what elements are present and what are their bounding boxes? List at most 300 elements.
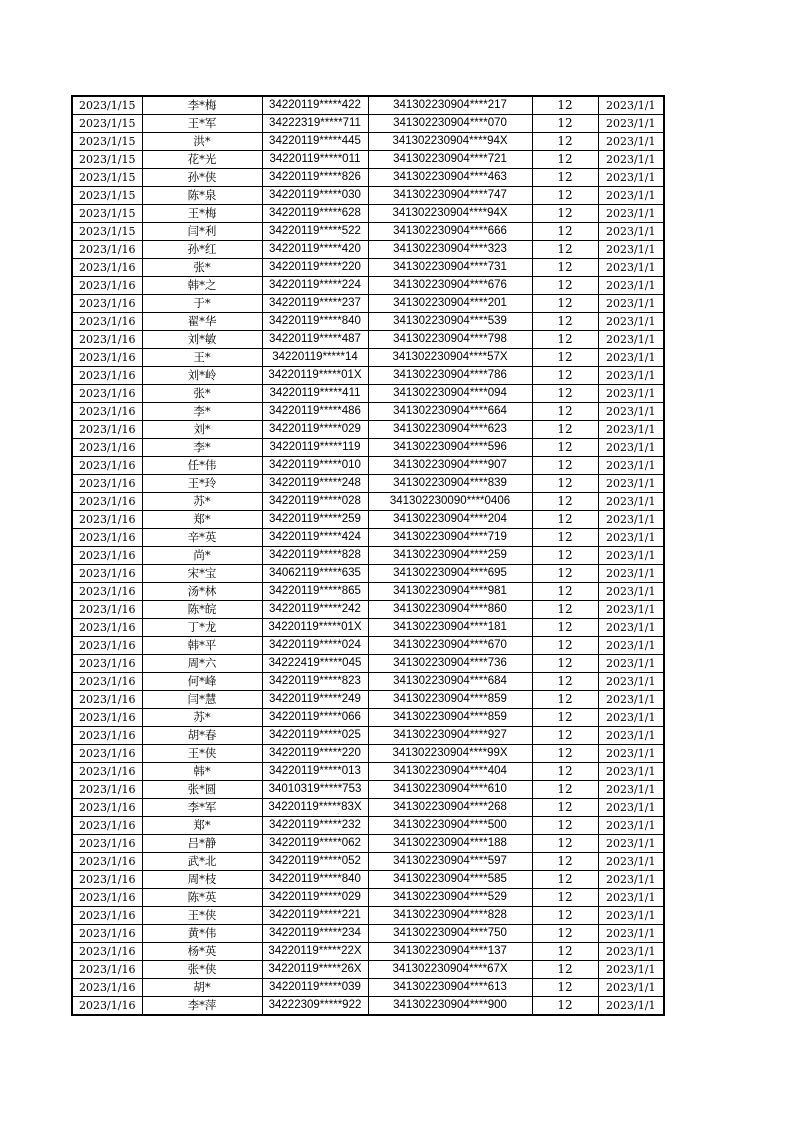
count-cell: 12 [532,223,598,241]
count-cell: 12 [532,259,598,277]
account-number-cell: 341302230904****94X [368,205,532,223]
count-cell: 12 [532,979,598,997]
id-number-cell: 34220119*****248 [262,475,368,493]
count-cell: 12 [532,96,598,115]
end-date-cell: 2023/1/1 [598,403,664,421]
table-row [72,745,664,763]
end-date-cell: 2023/1/1 [598,223,664,241]
account-number-cell: 341302230904****94X [368,133,532,151]
end-date-cell: 2023/1/1 [598,295,664,313]
table-row [72,241,664,259]
date-cell: 2023/1/15 [72,115,142,133]
id-number-cell: 34220119*****013 [262,763,368,781]
count-cell: 12 [532,169,598,187]
date-cell: 2023/1/16 [72,511,142,529]
end-date-cell: 2023/1/1 [598,673,664,691]
end-date-cell: 2023/1/1 [598,781,664,799]
date-cell: 2023/1/16 [72,349,142,367]
name-cell: 翟*华 [142,313,262,331]
account-number-cell: 341302230904****613 [368,979,532,997]
count-cell: 12 [532,475,598,493]
count-cell: 12 [532,295,598,313]
table-row [72,871,664,889]
account-number-cell: 341302230904****695 [368,565,532,583]
name-cell: 李* [142,403,262,421]
id-number-cell: 34220119*****249 [262,691,368,709]
date-cell: 2023/1/16 [72,853,142,871]
end-date-cell: 2023/1/1 [598,619,664,637]
table-row [72,187,664,205]
date-cell: 2023/1/16 [72,565,142,583]
date-cell: 2023/1/16 [72,403,142,421]
end-date-cell: 2023/1/1 [598,979,664,997]
name-cell: 李*梅 [142,96,262,115]
count-cell: 12 [532,187,598,205]
table-row [72,673,664,691]
id-number-cell: 34220119*****221 [262,907,368,925]
account-number-cell: 341302230904****204 [368,511,532,529]
date-cell: 2023/1/16 [72,601,142,619]
end-date-cell: 2023/1/1 [598,943,664,961]
id-number-cell: 34220119*****242 [262,601,368,619]
name-cell: 洪* [142,133,262,151]
end-date-cell: 2023/1/1 [598,511,664,529]
id-number-cell: 34220119*****628 [262,205,368,223]
table-row [72,565,664,583]
account-number-cell: 341302230904****99X [368,745,532,763]
id-number-cell: 34220119*****220 [262,745,368,763]
id-number-cell: 34220119*****26X [262,961,368,979]
date-cell: 2023/1/16 [72,241,142,259]
date-cell: 2023/1/16 [72,385,142,403]
count-cell: 12 [532,997,598,1016]
end-date-cell: 2023/1/1 [598,331,664,349]
name-cell: 王* [142,349,262,367]
id-number-cell: 34220119*****828 [262,547,368,565]
date-cell: 2023/1/16 [72,997,142,1016]
account-number-cell: 341302230904****463 [368,169,532,187]
date-cell: 2023/1/16 [72,763,142,781]
id-number-cell: 34220119*****052 [262,853,368,871]
date-cell: 2023/1/15 [72,223,142,241]
date-cell: 2023/1/15 [72,187,142,205]
date-cell: 2023/1/16 [72,529,142,547]
table-row [72,781,664,799]
account-number-cell: 341302230904****529 [368,889,532,907]
date-cell: 2023/1/16 [72,619,142,637]
count-cell: 12 [532,871,598,889]
count-cell: 12 [532,457,598,475]
count-cell: 12 [532,583,598,601]
count-cell: 12 [532,205,598,223]
account-number-cell: 341302230904****217 [368,96,532,115]
name-cell: 武*北 [142,853,262,871]
date-cell: 2023/1/16 [72,655,142,673]
id-number-cell: 34220119*****029 [262,421,368,439]
count-cell: 12 [532,907,598,925]
end-date-cell: 2023/1/1 [598,745,664,763]
end-date-cell: 2023/1/1 [598,475,664,493]
count-cell: 12 [532,709,598,727]
id-number-cell: 34222419*****045 [262,655,368,673]
end-date-cell: 2023/1/1 [598,313,664,331]
date-cell: 2023/1/16 [72,277,142,295]
account-number-cell: 341302230904****670 [368,637,532,655]
date-cell: 2023/1/15 [72,151,142,169]
count-cell: 12 [532,601,598,619]
date-cell: 2023/1/16 [72,781,142,799]
account-number-cell: 341302230904****259 [368,547,532,565]
count-cell: 12 [532,763,598,781]
count-cell: 12 [532,745,598,763]
table-row [72,367,664,385]
id-number-cell: 34220119*****066 [262,709,368,727]
date-cell: 2023/1/16 [72,943,142,961]
end-date-cell: 2023/1/1 [598,349,664,367]
account-number-cell: 341302230904****597 [368,853,532,871]
name-cell: 李*军 [142,799,262,817]
count-cell: 12 [532,565,598,583]
table-row [72,853,664,871]
account-number-cell: 341302230904****323 [368,241,532,259]
account-number-cell: 341302230904****188 [368,835,532,853]
count-cell: 12 [532,241,598,259]
account-number-cell: 341302230904****927 [368,727,532,745]
account-number-cell: 341302230904****094 [368,385,532,403]
table-row [72,601,664,619]
count-cell: 12 [532,835,598,853]
name-cell: 韩*平 [142,637,262,655]
account-number-cell: 341302230904****585 [368,871,532,889]
id-number-cell: 34220119*****062 [262,835,368,853]
account-number-cell: 341302230904****610 [368,781,532,799]
name-cell: 尚* [142,547,262,565]
account-number-cell: 341302230904****731 [368,259,532,277]
table-row [72,169,664,187]
table-row [72,619,664,637]
count-cell: 12 [532,781,598,799]
date-cell: 2023/1/16 [72,259,142,277]
name-cell: 胡*春 [142,727,262,745]
end-date-cell: 2023/1/1 [598,727,664,745]
id-number-cell: 34220119*****840 [262,313,368,331]
id-number-cell: 34220119*****029 [262,889,368,907]
table-row [72,205,664,223]
name-cell: 闫*利 [142,223,262,241]
account-number-cell: 341302230904****721 [368,151,532,169]
table-row [72,96,664,115]
table-row [72,457,664,475]
id-number-cell: 34220119*****445 [262,133,368,151]
table-row [72,385,664,403]
date-cell: 2023/1/16 [72,745,142,763]
id-number-cell: 34220119*****237 [262,295,368,313]
date-cell: 2023/1/16 [72,907,142,925]
count-cell: 12 [532,277,598,295]
table-row [72,331,664,349]
end-date-cell: 2023/1/1 [598,637,664,655]
end-date-cell: 2023/1/1 [598,277,664,295]
id-number-cell: 34222309*****922 [262,997,368,1016]
name-cell: 李* [142,439,262,457]
end-date-cell: 2023/1/1 [598,889,664,907]
account-number-cell: 341302230904****736 [368,655,532,673]
end-date-cell: 2023/1/1 [598,655,664,673]
end-date-cell: 2023/1/1 [598,367,664,385]
count-cell: 12 [532,853,598,871]
end-date-cell: 2023/1/1 [598,835,664,853]
name-cell: 张* [142,259,262,277]
count-cell: 12 [532,493,598,511]
name-cell: 胡* [142,979,262,997]
name-cell: 何*峰 [142,673,262,691]
name-cell: 刘*敏 [142,331,262,349]
name-cell: 黄*伟 [142,925,262,943]
name-cell: 郑* [142,817,262,835]
name-cell: 韩* [142,763,262,781]
count-cell: 12 [532,889,598,907]
name-cell: 王*侠 [142,745,262,763]
table-row [72,223,664,241]
name-cell: 李*萍 [142,997,262,1016]
end-date-cell: 2023/1/1 [598,907,664,925]
end-date-cell: 2023/1/1 [598,565,664,583]
table-row [72,529,664,547]
table-row [72,907,664,925]
count-cell: 12 [532,439,598,457]
table-row [72,403,664,421]
end-date-cell: 2023/1/1 [598,763,664,781]
end-date-cell: 2023/1/1 [598,583,664,601]
date-cell: 2023/1/16 [72,457,142,475]
count-cell: 12 [532,511,598,529]
end-date-cell: 2023/1/1 [598,187,664,205]
end-date-cell: 2023/1/1 [598,493,664,511]
count-cell: 12 [532,133,598,151]
name-cell: 周*枝 [142,871,262,889]
count-cell: 12 [532,547,598,565]
date-cell: 2023/1/16 [72,313,142,331]
count-cell: 12 [532,151,598,169]
count-cell: 12 [532,961,598,979]
name-cell: 杨*英 [142,943,262,961]
id-number-cell: 34220119*****030 [262,187,368,205]
id-number-cell: 34220119*****011 [262,151,368,169]
id-number-cell: 34220119*****224 [262,277,368,295]
end-date-cell: 2023/1/1 [598,871,664,889]
account-number-cell: 341302230904****798 [368,331,532,349]
date-cell: 2023/1/16 [72,799,142,817]
table-row [72,709,664,727]
name-cell: 王*玲 [142,475,262,493]
count-cell: 12 [532,637,598,655]
id-number-cell: 34220119*****024 [262,637,368,655]
table-row [72,799,664,817]
date-cell: 2023/1/15 [72,205,142,223]
account-number-cell: 341302230904****664 [368,403,532,421]
name-cell: 刘* [142,421,262,439]
id-number-cell: 34220119*****234 [262,925,368,943]
count-cell: 12 [532,313,598,331]
name-cell: 周*六 [142,655,262,673]
date-cell: 2023/1/15 [72,96,142,115]
date-cell: 2023/1/16 [72,835,142,853]
name-cell: 陈*泉 [142,187,262,205]
id-number-cell: 34010319*****753 [262,781,368,799]
table-row [72,943,664,961]
table-row [72,511,664,529]
date-cell: 2023/1/16 [72,295,142,313]
name-cell: 吕*静 [142,835,262,853]
id-number-cell: 34220119*****823 [262,673,368,691]
id-number-cell: 34220119*****119 [262,439,368,457]
count-cell: 12 [532,943,598,961]
id-number-cell: 34220119*****22X [262,943,368,961]
id-number-cell: 34220119*****522 [262,223,368,241]
name-cell: 宋*宝 [142,565,262,583]
date-cell: 2023/1/16 [72,331,142,349]
id-number-cell: 34220119*****486 [262,403,368,421]
date-cell: 2023/1/16 [72,547,142,565]
account-number-cell: 341302230904****539 [368,313,532,331]
id-number-cell: 34222319*****711 [262,115,368,133]
date-cell: 2023/1/16 [72,979,142,997]
date-cell: 2023/1/16 [72,871,142,889]
end-date-cell: 2023/1/1 [598,691,664,709]
name-cell: 郑* [142,511,262,529]
table-row [72,961,664,979]
name-cell: 于* [142,295,262,313]
count-cell: 12 [532,529,598,547]
date-cell: 2023/1/16 [72,727,142,745]
name-cell: 王*梅 [142,205,262,223]
table-row [72,583,664,601]
table-row [72,691,664,709]
end-date-cell: 2023/1/1 [598,601,664,619]
count-cell: 12 [532,421,598,439]
count-cell: 12 [532,727,598,745]
table-row [72,295,664,313]
id-number-cell: 34220119*****14 [262,349,368,367]
id-number-cell: 34220119*****028 [262,493,368,511]
account-number-cell: 341302230904****859 [368,691,532,709]
account-number-cell: 341302230904****747 [368,187,532,205]
end-date-cell: 2023/1/1 [598,205,664,223]
end-date-cell: 2023/1/1 [598,547,664,565]
table-row [72,277,664,295]
table-row [72,889,664,907]
id-number-cell: 34220119*****220 [262,259,368,277]
date-cell: 2023/1/16 [72,889,142,907]
table-row [72,313,664,331]
table-row [72,817,664,835]
id-number-cell: 34220119*****039 [262,979,368,997]
count-cell: 12 [532,673,598,691]
name-cell: 丁*龙 [142,619,262,637]
table-row [72,349,664,367]
count-cell: 12 [532,799,598,817]
end-date-cell: 2023/1/1 [598,709,664,727]
name-cell: 张* [142,385,262,403]
count-cell: 12 [532,367,598,385]
table-row [72,655,664,673]
end-date-cell: 2023/1/1 [598,529,664,547]
account-number-cell: 341302230904****900 [368,997,532,1016]
id-number-cell: 34220119*****487 [262,331,368,349]
name-cell: 韩*之 [142,277,262,295]
account-number-cell: 341302230904****57X [368,349,532,367]
date-cell: 2023/1/16 [72,493,142,511]
date-cell: 2023/1/16 [72,637,142,655]
name-cell: 苏* [142,709,262,727]
table-row [72,439,664,457]
end-date-cell: 2023/1/1 [598,169,664,187]
account-number-cell: 341302230904****201 [368,295,532,313]
count-cell: 12 [532,403,598,421]
records-table [71,95,665,1016]
table-row [72,421,664,439]
account-number-cell: 341302230904****181 [368,619,532,637]
count-cell: 12 [532,349,598,367]
id-number-cell: 34220119*****83X [262,799,368,817]
id-number-cell: 34220119*****422 [262,96,368,115]
count-cell: 12 [532,385,598,403]
table-row [72,493,664,511]
account-number-cell: 341302230904****839 [368,475,532,493]
id-number-cell: 34220119*****424 [262,529,368,547]
name-cell: 王*侠 [142,907,262,925]
table-row [72,475,664,493]
end-date-cell: 2023/1/1 [598,439,664,457]
name-cell: 花*光 [142,151,262,169]
date-cell: 2023/1/15 [72,169,142,187]
end-date-cell: 2023/1/1 [598,997,664,1016]
end-date-cell: 2023/1/1 [598,853,664,871]
end-date-cell: 2023/1/1 [598,421,664,439]
table-row [72,763,664,781]
date-cell: 2023/1/16 [72,367,142,385]
date-cell: 2023/1/16 [72,421,142,439]
count-cell: 12 [532,331,598,349]
name-cell: 汤*林 [142,583,262,601]
end-date-cell: 2023/1/1 [598,259,664,277]
end-date-cell: 2023/1/1 [598,817,664,835]
account-number-cell: 341302230904****859 [368,709,532,727]
id-number-cell: 34220119*****232 [262,817,368,835]
account-number-cell: 341302230904****137 [368,943,532,961]
name-cell: 孙*侠 [142,169,262,187]
table-row [72,997,664,1016]
id-number-cell: 34220119*****865 [262,583,368,601]
account-number-cell: 341302230904****750 [368,925,532,943]
count-cell: 12 [532,925,598,943]
table-row [72,925,664,943]
count-cell: 12 [532,655,598,673]
date-cell: 2023/1/16 [72,583,142,601]
id-number-cell: 34220119*****025 [262,727,368,745]
name-cell: 陈*皖 [142,601,262,619]
table-row [72,835,664,853]
account-number-cell: 341302230090****0406 [368,493,532,511]
id-number-cell: 34220119*****826 [262,169,368,187]
account-number-cell: 341302230904****676 [368,277,532,295]
date-cell: 2023/1/16 [72,961,142,979]
account-number-cell: 341302230904****684 [368,673,532,691]
account-number-cell: 341302230904****268 [368,799,532,817]
name-cell: 苏* [142,493,262,511]
account-number-cell: 341302230904****666 [368,223,532,241]
table-row [72,979,664,997]
